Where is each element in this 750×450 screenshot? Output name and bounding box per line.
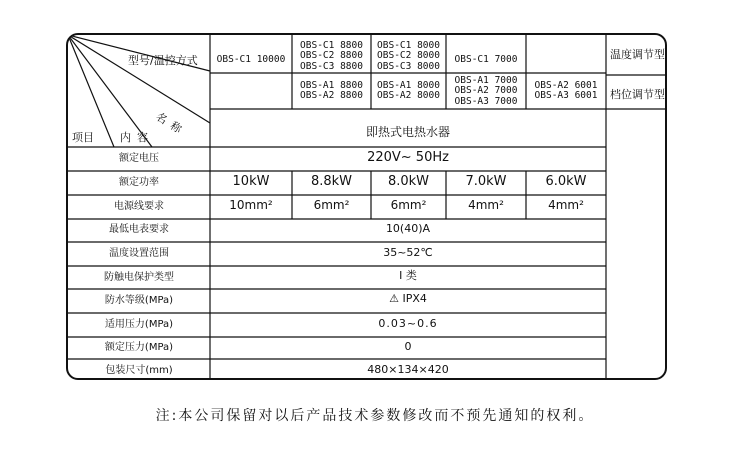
power-value: 10kW	[232, 174, 270, 189]
model-cell-temp-2: OBS-C1 8800 OBS-C2 8800 OBS-C3 8800	[300, 40, 363, 72]
pressure-range-value: 0.03~0.6	[378, 317, 438, 330]
cable-value: 6mm²	[313, 198, 350, 212]
power-value: 8.0kW	[387, 174, 430, 189]
protection-class-value: Ⅰ 类	[399, 269, 417, 282]
voltage-value: 220V~ 50Hz	[367, 150, 449, 165]
gear-type-label: 档位调节型	[610, 88, 665, 101]
model-cell-gear-3: OBS-A1 8000 OBS-A2 8000	[377, 80, 440, 102]
footnote: 注:本公司保留对以后产品技术参数修改而不预先通知的权利。	[155, 408, 595, 424]
cable-value: 4mm²	[468, 198, 504, 212]
power-value: 8.8kW	[310, 174, 353, 189]
model-cell-temp-1: OBS-C1 10000	[216, 54, 286, 65]
cable-value: 10mm²	[229, 198, 273, 212]
diagonal-line-name	[68, 35, 210, 123]
product-name: 即热式电热水器	[365, 125, 450, 139]
model-cell-gear-4: OBS-A1 7000 OBS-A2 7000 OBS-A3 7000	[454, 75, 518, 107]
row-label: 温度设置范围	[109, 248, 169, 259]
row-label: 电源线要求	[114, 201, 164, 212]
row-label: 额定压力(MPa)	[104, 342, 174, 353]
content-label: 内容	[120, 131, 154, 144]
row-label: 防水等级(MPa)	[104, 295, 174, 306]
row-label: 额定功率	[119, 177, 159, 188]
package-size-value: 480×134×420	[367, 363, 449, 376]
temp-type-label: 温度调节型	[610, 48, 665, 61]
power-value: 6.0kW	[545, 174, 587, 189]
item-label: 项目	[72, 131, 94, 144]
cable-value: 6mm²	[390, 198, 427, 212]
model-cell-temp-4: OBS-C1 7000	[454, 54, 518, 65]
temp-range-value: 35~52℃	[383, 246, 433, 259]
cable-value: 4mm²	[548, 198, 584, 212]
model-label: 型号/温控方式	[128, 54, 198, 67]
row-label: 适用压力(MPa)	[104, 319, 174, 330]
power-value: 7.0kW	[465, 174, 507, 189]
row-label: 最低电表要求	[109, 224, 169, 235]
model-cell-gear-2: OBS-A1 8800 OBS-A2 8800	[300, 80, 363, 102]
row-label: 防触电保护类型	[104, 272, 174, 283]
spec-table	[66, 33, 667, 380]
rated-pressure-value: 0	[404, 340, 412, 353]
row-label: 包装尺寸(mm)	[105, 365, 173, 376]
meter-value: 10(40)A	[385, 222, 431, 235]
row-label: 额定电压	[119, 153, 159, 164]
waterproof-value: ⚠ IPX4	[389, 292, 427, 305]
model-cell-gear-5: OBS-A2 6001 OBS-A3 6001	[534, 80, 598, 102]
name-label: 名称	[153, 110, 190, 140]
model-cell-temp-3: OBS-C1 8000 OBS-C2 8000 OBS-C3 8000	[377, 40, 440, 72]
